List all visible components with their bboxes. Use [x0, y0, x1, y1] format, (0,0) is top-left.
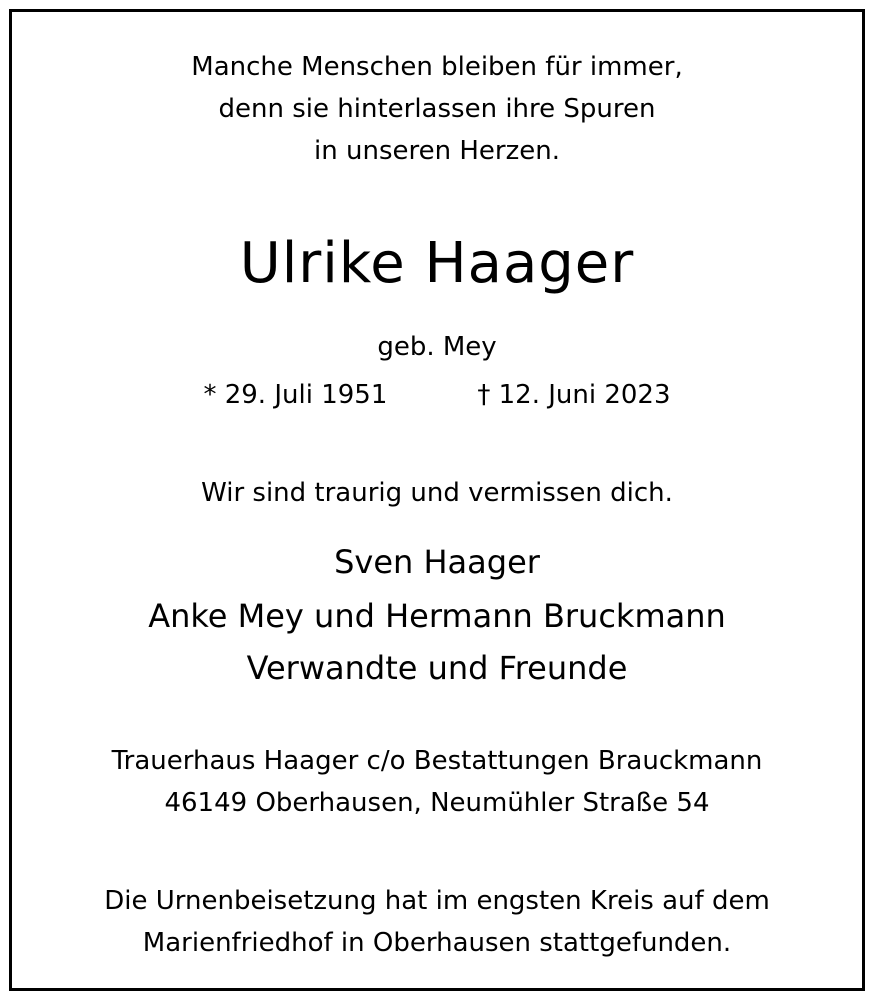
life-dates [0, 382, 874, 408]
farewell-message: Wir sind traurig und vermissen dich. [201, 478, 673, 508]
deceased-name: Ulrike Haager [239, 231, 635, 296]
mourner-2: Anke Mey und Hermann Bruckmann [148, 597, 726, 635]
verse-line-3: in unseren Herzen. [314, 136, 560, 166]
burial-note-line-1: Die Urnenbeisetzung hat im engsten Kreis auf dem [104, 886, 770, 916]
address-line-2: 46149 Oberhausen, Neumühler Straße 54 [164, 788, 710, 818]
address-line-1: Trauerhaus Haager c/o Bestattungen Brauckmann [111, 746, 763, 776]
birth-date: * 29. Juli 1951 [203, 380, 388, 410]
death-date: † 12. Juni 2023 [477, 380, 671, 410]
verse-line-1: Manche Menschen bleiben für immer, [191, 52, 683, 82]
birth-name: geb. Mey [377, 332, 497, 362]
mourner-1: Sven Haager [334, 543, 540, 581]
mourner-3: Verwandte und Freunde [246, 649, 628, 687]
burial-note-line-2: Marienfriedhof in Oberhausen stattgefunden. [142, 928, 732, 958]
verse-line-2: denn sie hinterlassen ihre Spuren [218, 94, 656, 124]
